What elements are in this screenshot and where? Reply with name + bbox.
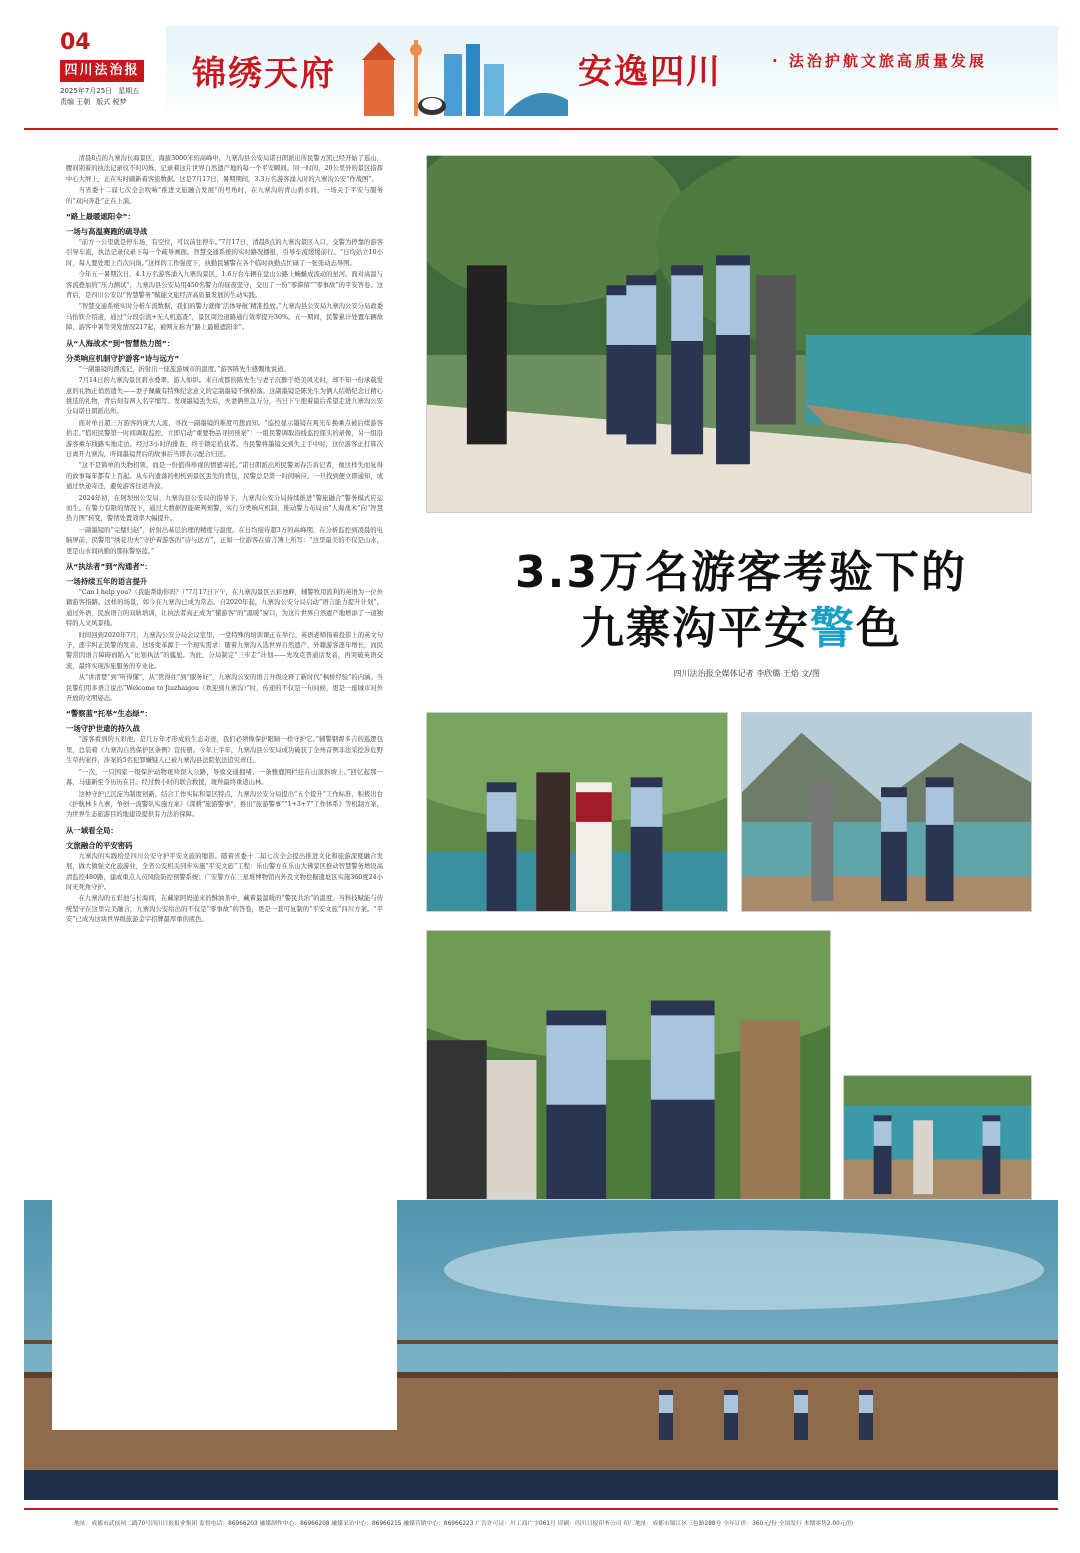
article-paragraph: 2024年初，在阿坝州公安局、九寨沟县公安局的指导下，九寨沟公安分局持续推进“警旅融合”警务模式应运而生。在警力有限的情况下，通过大数据智能研判预警，实行分类响应机制，推动警力布局由“人海战术”向“智慧热力图”转变，警情处置效率大幅提升。 xyxy=(66,494,383,523)
article-paragraph: 今年五一暑期次日，4.1万名游客涌入九寨沟景区，1.6万台车辆在盘山公路上蜿蜒成流动的星河。面对高温与客流叠加的“压力测试”，九寨沟县公安局用450名警力的昼夜坚守，交出了一份“零滞留”“零事故”的平安答卷。这背后，是四川公安以“智慧警务”赋能文旅经济高质量发展的生动实践。 xyxy=(66,271,383,300)
article-paragraph: “游客看到的五彩池，是几万年才形成的生态奇迹，我们必须像保护眼睛一样守护它。”辅警钢督多吉的巡逻包里，总装着《九寨沟自然保护区条例》宣传册。今年上半年，九寨沟县公安局成功破获了全州首例非法采挖涉危野生草药案件，涉案的5名犯罪嫌疑人已被九寨沟县法院依法追究责任。 xyxy=(66,736,383,765)
banner-title-left: 锦绣天府 xyxy=(192,54,336,94)
article-headline xyxy=(426,545,1056,657)
headline-line-1: 3.3万名游客考验下的 xyxy=(515,547,967,598)
section-subhead: 文旅融合的平安密码 xyxy=(66,840,133,850)
article-paragraph: “智慧交通系统实时分析车流数据，我们的警力就像‘活体导航’精准投放。”九寨沟县公安局九寨沟公安分局政委马怡铁介绍道，通过“分段引流+无人机巡查”，景区周边道路通行效率提升30%。五一期间，民警累计处置车辆故障、游客中暑等突发情况217起，被网友称为“路上最暖遮阳伞”。 xyxy=(66,303,383,332)
article-paragraph: 一副墨镜的“完璧归赵”，折射出基层治理的精度与温度。在日均接待超3万的高峰期，在分析监控到凌晨的电脑屏前，民警用“绣花功夫”守护着游客的“诗与远方”，正如一位游客在留言簿上所写：“这里最美的不仅是山水，更是山水间执勤的那抹警察蓝。” xyxy=(66,526,383,555)
banner-slogan: · 法治护航文旅高质量发展 xyxy=(772,52,987,70)
article-paragraph: “这不是简单的失物招领，而是一份值得珍视的情感寄托。”诺日朗派出所民警刘春告诉记者，像这样失而复得的故事每年都有上百起。从车内遗落的相机到景区丢失的背包，民警总是第一时间响应，一旦找到便立即通知，或通过快递寄还，避免游客往返奔波。 xyxy=(66,462,383,491)
article-paragraph: 7月14日的九寨沟景区碧水叠翠，游人如织。来自成都的陈先生与妻子沉醉于绝美风光时，却不知一份承载爱意的礼物正悄然遗失——妻子佩戴有特殊纪念意义的定制墨镜不慎掉落。这副墨镜是陈先生为俩人结婚纪念日精心挑选的礼物，背后刻有两人名字缩写。发现墨镜丢失后，夫妻俩焦急万分，当日下午抱着最后希望走进九寨沟公安分局诺日朗派出所。 xyxy=(66,377,383,416)
article-paragraph: “一次，一只国家一级保护动物斑羚误入公路，导致交通拥堵，一条雅鹿围栏挂在山顶斜坡上。”回忆起那一幕，马建新至今历历在目。经过数小时的联合救援，斑羚最终重返山林。 xyxy=(66,768,383,787)
section-subhead: 从“执法者”到“沟通者”： xyxy=(66,562,152,571)
layout-credit: 版式 税梦 xyxy=(96,98,127,106)
issue-meta xyxy=(60,86,170,108)
article-paragraph: 面对单日超三万游客的庞大人流，寻找一副墨镜的难度可想而知。“监控显示墨镜在观光车换乘点被后续游客拾走。”值班民警第一时间调取监控，立即启动“重要物品寻回预案”：一组民警调取沿线监控探头的录像，另一组沿游客乘车线路实地走访。经过3小时的排查，终于锁定拾获者。当民警将墨镜交到失主手中时，这位游客正打算次日离开九寨沟，听闻墨镜背后的故事后当即表示配合归还。 xyxy=(66,419,383,458)
page-footer xyxy=(24,1508,1058,1544)
page-number: 04 xyxy=(60,30,91,55)
issue-weekday: 星期五 xyxy=(118,87,140,95)
section-subhead: “警察蓝”托举“生态绿”： xyxy=(66,709,152,719)
masthead xyxy=(24,26,1058,128)
section-subhead: 分类响应机制守护游客“诗与远方” xyxy=(66,353,180,363)
editor-credit: 责编 王朝 xyxy=(60,98,91,106)
article-paragraph: 时间回到2020年7月，九寨沟公安分局会议室里，一堂特殊的培训课正在举行。英语老师指着投影上的英文句子，逐字纠正民警的发音。这场变革源于一个现实需求：随着九寨沟入选世界自然遗产，外籍游客逐年增长，而民警常因语言障碍而陷入“比划执法”的尴尬。为此，分局制定“三步走”计划——先攻克普通话发音，再突破英语交流，最终实现涉旅服务的专业化。 xyxy=(66,631,383,670)
skyline-illustration-icon xyxy=(354,30,568,116)
headline-line-2-suffix: 色 xyxy=(856,603,902,654)
byline: 四川法治报全媒体记者 李欣璐 王焰 文/图 xyxy=(673,669,820,678)
header-rule xyxy=(24,128,1058,130)
article-paragraph: “一副墨镜的漂流记，折射出一座旅游城市的温度。”游客陈先生感慨地说道。 xyxy=(78,365,290,373)
officers-with-tourists-in-costume-photo xyxy=(426,712,728,912)
officers-in-crowd-photo xyxy=(426,930,831,1200)
article-paragraph: 当省委十二届七次全会吹响“推进文旅融合发展”的号角时，在九寨沟的青山碧水间，一场关于平安与服务的“双向奔赴”正在上演。 xyxy=(66,187,383,205)
section-subhead: 一场与高温赛跑的疏导战 xyxy=(66,227,148,237)
article-paragraph: “Can I help you?（我能帮助你吗？）”7月17日下午，在九寨沟景区五彩池畔，辅警牧用流利的英语为一位外籍游客指路。这样的场景，如今在九寨沟已成为常态。自2020年起，九寨沟公安分局启动“语言能力提升计划”，通过外语、民族语言的双轨培训，让执法者真正成为“懂游客”的“温暖”窗口，为这片世界自然遗产地增添了一道独特的人文风景线。 xyxy=(66,589,383,628)
banner-title-right: 安逸四川 xyxy=(578,52,722,92)
article-paragraph: 从“讲清楚”到“听得懂”，从“管得住”到“服务好”，九寨沟公安的语言升级诠释了新时代“枫桥经验”的内涵。当民警们用多语言说出“Welcome to Jiuzhaigou（欢迎到九寨沟）”时，传递的不仅是一句问候，更是一座城市对外开放的文明姿态。 xyxy=(66,674,383,703)
officers-on-bridge-photo xyxy=(843,1075,1032,1200)
section-subhead: 从一域看全局： xyxy=(66,825,118,835)
section-subhead: “路上最暖遮阳伞”： xyxy=(66,212,135,222)
article-paragraph: 清晨8点的九寨沟长海景区，海拔3000米的高峰中，九寨沟县公安局诺日朗派出所民警方凯已经开始了巡山，腰间别着的执法记录仪不时闪烁，记录着这片世界自然遗产地的每一个平安瞬间。同一时间，20公里外的景区指挥中心大屏上，正在实时刷新着客流数据。这是7月17日，暑期期间，3.3万名游客涌入时的九寨沟公安“作战图”。 xyxy=(66,155,383,183)
article-paragraph: 在九寨沟的五彩池与长海间，在藏家阿妈递来的酥油茶中，藏着最温暖的“警民共治”的温度。当科技赋能与传统坚守在这里完美融合，九寨沟公安给出的不仅是“零事故”的答卷，更是一套可复制的“平安文旅”四川方案。“平安”已成为这块世界级旅游金字招牌最厚重的底色。 xyxy=(66,895,383,924)
headline-line-2-prefix: 九寨沟平安 xyxy=(580,603,810,654)
article-paragraph: 九寨沟的实践恰是四川公安守护平安文旅的缩影。随着省委十二届七次全会提出推进文化和旅游深度融合发展，做大做强文化旅游业，全省公安机关同步实施“平安文旅”工程：乐山警方在乐山大佛景区推动智慧警务增设高清监控480路，建成重点人员风险防控预警系统；广安警方在三星堆博物馆内外及文物挖掘遗址区实施360度24小时无死角守护。 xyxy=(66,852,383,891)
article-text-column xyxy=(52,142,397,1430)
section-banner xyxy=(166,26,1058,118)
footer-imprint: 地址：成都市武侯祠二路70号四川日报报业集团 监督电话：86966203 融媒制作中心：86966208 融媒采访中心：86966215 融媒营销中心：86966223 广告许可证：川工商广字061号 印刷：四川日报印务公司 印厂地址：成都市锦江区三色路288号 全年订价：360元/份 全国发行 本期零售2.00元/份 xyxy=(74,1521,854,1527)
article-paragraph: 这种守护已沉淀为制度创新。结合工作实际和景区特点，九寨沟公安分局提出“五个提升”工作标准，积极出台《护航林卡九寨，争创一流警队实施方案》《深耕“旅游警事”，推出“旅游警事”“1+3+7”工作体系》等机制方案，为世界生态旅游目的地建设提供有力法治保障。 xyxy=(66,790,383,819)
section-subhead: 从“人海战术”到“智慧热力图”： xyxy=(66,338,175,348)
headline-line-2 xyxy=(426,601,1056,657)
section-subhead: 一场守护世遗的持久战 xyxy=(66,724,140,734)
section-subhead: 一场持续五年的语言提升 xyxy=(66,577,148,586)
article-paragraph: “前方一公里就是停车场，有空位，可以前往停车。”7月17日，清晨8点的九寨沟景区入口，交警为停靠的游客引导车流，执法记录仪录下每一个疏导画面。智慧交通系统的实时路况播报，引导车流缓缓前行。“日均站立10小时，每人要处理上百次问询。”这样的工作强度下，执勤民辅警在各个临时执勤点忙碌了一张张动态导图。 xyxy=(66,239,383,267)
paper-name-logo: 四川法治报 xyxy=(60,60,144,82)
headline-accent-char: 警 xyxy=(810,603,856,654)
patrol-officers-on-boardwalk-photo xyxy=(426,155,1032,513)
issue-date: 2025年7月25日 xyxy=(60,87,113,95)
officers-chatting-at-lakeside-photo xyxy=(741,712,1032,912)
